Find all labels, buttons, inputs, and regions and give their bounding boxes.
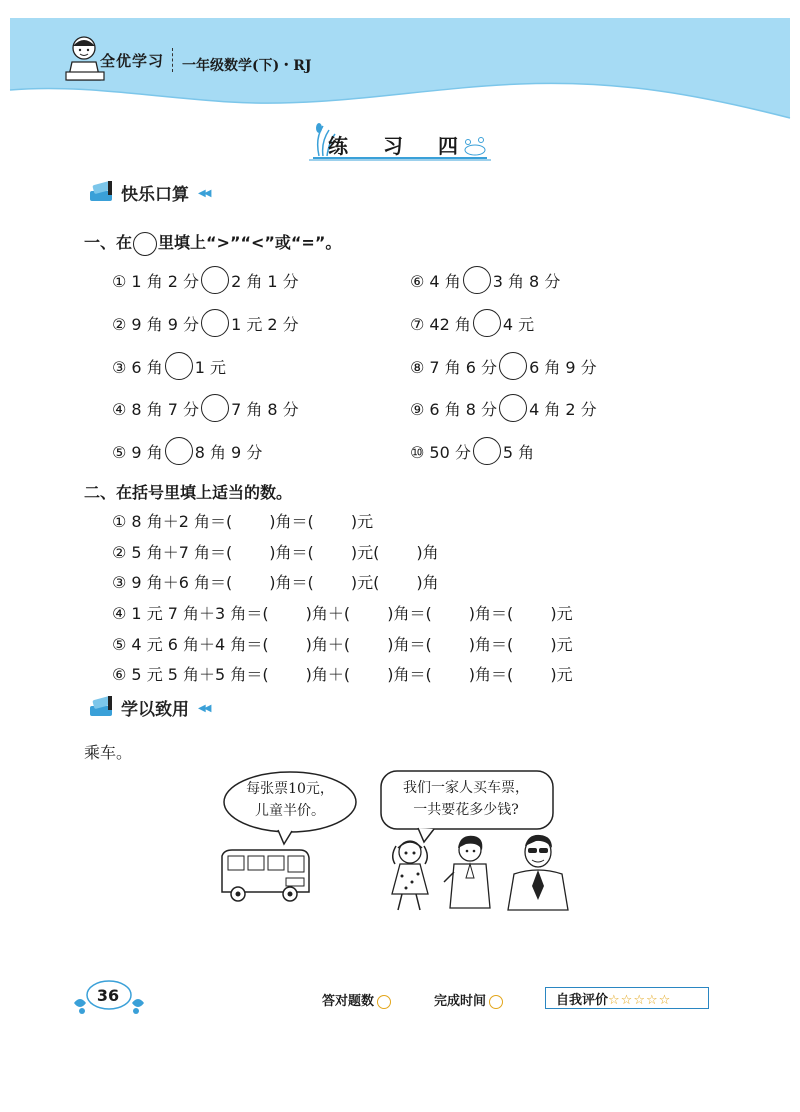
compare-item (410, 437, 534, 465)
answer-circle[interactable] (165, 352, 193, 380)
compare-right: 1 元 (194, 357, 226, 377)
fill-line[interactable]: ⑥ 5 元 5 角＋5 角＝( )角＋( )角＝( )角＝( )元 (112, 665, 573, 684)
compare-item (410, 394, 597, 422)
completion-time-field[interactable] (434, 990, 503, 1009)
compare-right: 3 角 8 分 (492, 271, 561, 291)
father-figure (506, 830, 572, 912)
answer-circle[interactable] (201, 309, 229, 337)
mother-figure (440, 832, 496, 912)
compare-item (112, 352, 226, 380)
self-evaluation-label: 自我评价 (556, 993, 609, 1008)
answer-circle[interactable] (165, 437, 193, 465)
answer-circle-icon (133, 232, 157, 256)
question-1-heading-post: 里填上“>”“<”或“=”。 (158, 233, 342, 252)
completion-time-label: 完成时间 (434, 994, 487, 1009)
question-1-heading (84, 230, 341, 256)
answer-circle[interactable] (201, 266, 229, 294)
header-divider (172, 48, 174, 72)
star-rating[interactable]: ☆☆☆☆☆ (608, 993, 672, 1008)
section-heading-apply: 学以致用 (121, 700, 189, 720)
answer-circle[interactable] (499, 352, 527, 380)
fill-line[interactable]: ③ 9 角＋6 角＝( )角＝( )元( )角 (112, 573, 439, 592)
question-2-heading: 二、在括号里填上适当的数。 (84, 483, 293, 502)
fill-line[interactable]: ⑤ 4 元 6 角＋4 角＝( )角＋( )角＝( )角＝( )元 (112, 635, 573, 654)
compare-item (112, 394, 299, 422)
section-heading-quick-calc: 快乐口算 (121, 185, 189, 205)
section-arrows-icon: ◀◀ (198, 703, 210, 714)
lesson-title: 练 习 四 (328, 134, 472, 158)
page-number: 36 (96, 986, 120, 1005)
compare-left: ② 9 角 9 分 (112, 314, 200, 334)
compare-right: 6 角 9 分 (529, 357, 597, 377)
compare-item (112, 309, 299, 337)
bubble-left-line: 每张票10元， (246, 781, 334, 797)
smiley-icon (377, 995, 391, 1009)
compare-right: 1 元 2 分 (231, 314, 299, 334)
question-1-heading-pre: 一、在 (84, 233, 133, 252)
compare-right: 7 角 8 分 (231, 399, 299, 419)
answer-circle[interactable] (473, 309, 501, 337)
compare-left: ⑤ 9 角 (112, 442, 163, 462)
compare-left: ⑩ 50 分 (410, 442, 471, 462)
correct-count-label: 答对题数 (322, 994, 375, 1009)
books-icon (88, 179, 118, 205)
compare-item (410, 352, 597, 380)
compare-left: ⑥ 4 角 (410, 271, 461, 291)
answer-circle[interactable] (473, 437, 501, 465)
bubble-right-line: 我们一家人买车票， (403, 780, 529, 796)
compare-right: 8 角 9 分 (194, 442, 263, 462)
books-icon (88, 694, 118, 720)
compare-item (410, 266, 560, 294)
section-arrows-icon: ◀◀ (198, 188, 210, 199)
bus-icon (218, 846, 313, 906)
fill-line[interactable]: ② 5 角＋7 角＝( )角＝( )元( )角 (112, 543, 439, 562)
compare-left: ⑨ 6 角 8 分 (410, 399, 498, 419)
bubble-right-text (386, 777, 546, 821)
compare-item (410, 309, 534, 337)
compare-item (112, 437, 262, 465)
fill-line[interactable]: ① 8 角＋2 角＝( )角＝( )元 (112, 512, 374, 531)
compare-left: ⑧ 7 角 6 分 (410, 357, 498, 377)
answer-circle[interactable] (499, 394, 527, 422)
bubble-left-line: 儿童半价。 (255, 803, 325, 819)
bubble-right-line: 一共要花多少钱? (413, 802, 519, 818)
compare-item (112, 266, 299, 294)
answer-circle[interactable] (463, 266, 491, 294)
compare-right: 5 角 (502, 442, 535, 462)
fill-line[interactable]: ④ 1 元 7 角＋3 角＝( )角＋( )角＝( )角＝( )元 (112, 604, 573, 623)
correct-count-field[interactable] (322, 990, 391, 1009)
child-figure (386, 836, 436, 914)
compare-left: ⑦ 42 角 (410, 314, 471, 334)
brand-logo: 全优学习 (100, 52, 165, 70)
compare-right: 4 角 2 分 (529, 399, 597, 419)
book-title: 一年级数学(下)・RJ (182, 58, 312, 74)
bubble-left-text (230, 778, 350, 822)
smiley-icon (489, 995, 503, 1009)
compare-right: 4 元 (502, 314, 535, 334)
compare-right: 2 角 1 分 (231, 271, 299, 291)
answer-circle[interactable] (201, 394, 229, 422)
compare-left: ① 1 角 2 分 (112, 271, 200, 291)
illustration (218, 768, 588, 913)
self-evaluation[interactable] (556, 989, 671, 1008)
question-3-text: 乘车。 (84, 743, 133, 762)
compare-left: ③ 6 角 (112, 357, 163, 377)
compare-left: ④ 8 角 7 分 (112, 399, 200, 419)
